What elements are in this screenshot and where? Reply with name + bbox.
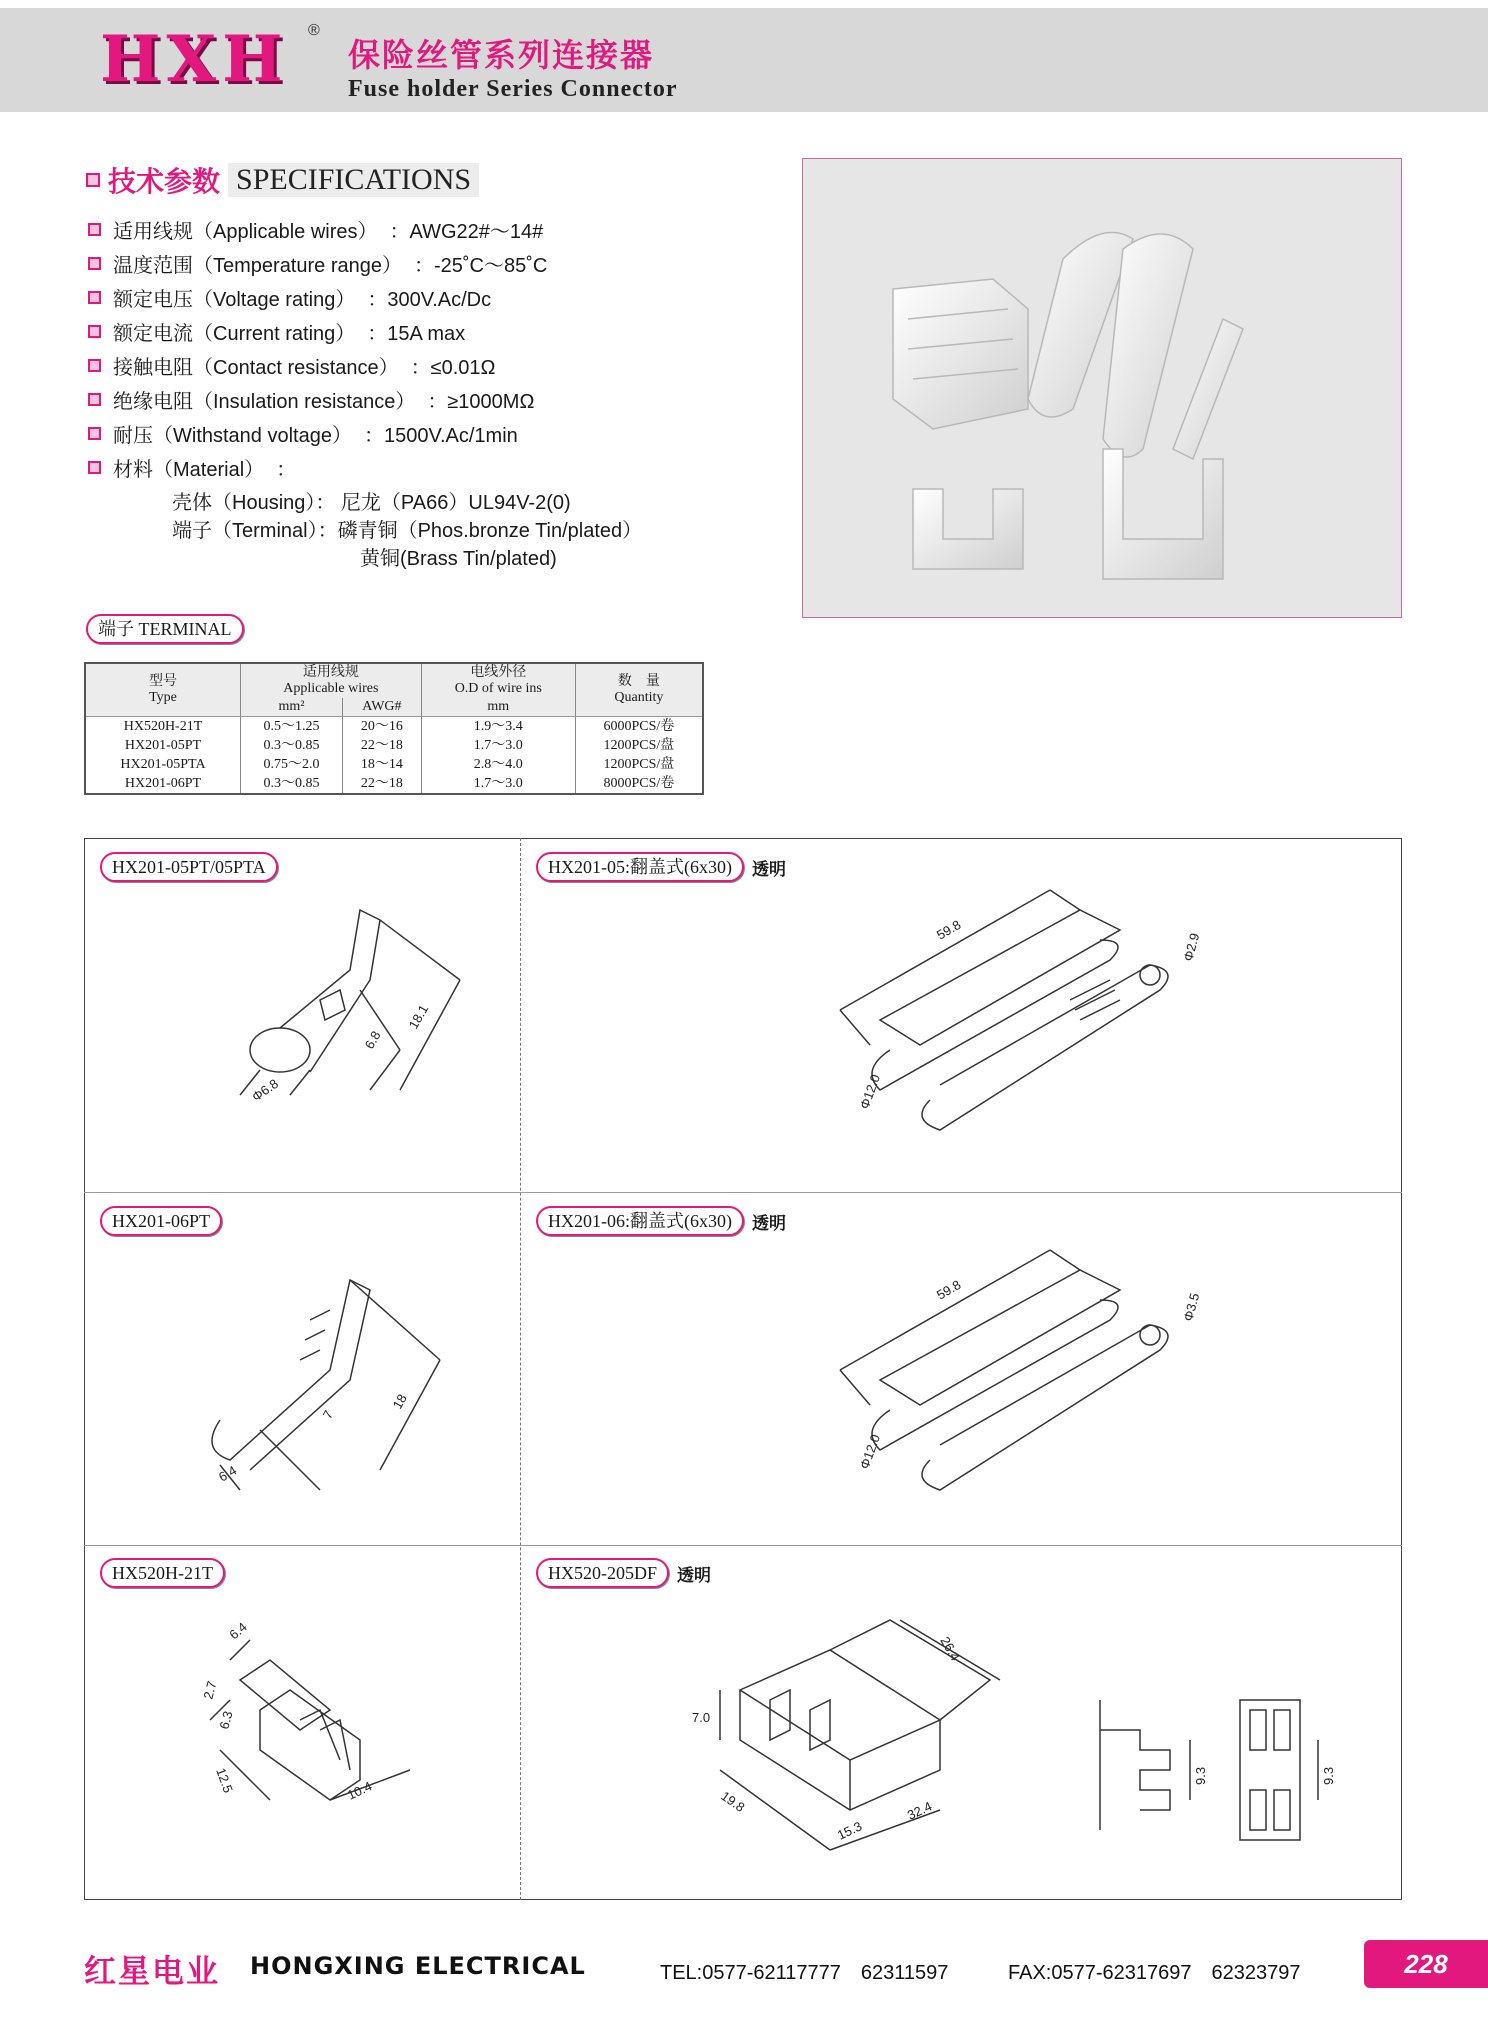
footer-tel: TEL:0577-62117777 62311597 [660, 1962, 949, 1984]
dim-label: Φ3.5 [1180, 1291, 1203, 1323]
th-mm2: mm² [241, 698, 343, 717]
spec-item [88, 450, 547, 484]
drawing-label-pill: HX520-205DF [536, 1558, 669, 1588]
dim-label: Φ12.0 [856, 1432, 884, 1472]
grid-divider-vertical [520, 838, 521, 1900]
th-type: 型号 Type [85, 663, 241, 717]
spec-label: 材料（Material） [113, 458, 265, 481]
dim-label: Φ6.8 [249, 1075, 282, 1105]
spec-value: ：-25˚C～85˚C [413, 254, 548, 277]
bullet-square-icon [88, 427, 101, 440]
transparent-note: 透明 [677, 1565, 712, 1586]
footer-company-en: HONGXING ELECTRICAL [250, 1952, 586, 1980]
grid-divider-row1 [84, 1192, 1402, 1193]
grid-divider-row2 [84, 1545, 1402, 1546]
drawing-label-hx201-05 [536, 852, 786, 882]
spec-value: ：1500V.Ac/1min [363, 424, 518, 447]
spec-value: ：300V.Ac/Dc [367, 288, 492, 311]
dim-label: 18.1 [405, 1002, 432, 1032]
dim-label: 15.3 [834, 1818, 865, 1843]
dim-label: 32.4 [904, 1798, 935, 1823]
drawing-hx520-205df [680, 1610, 1380, 1870]
dim-label: 26.4 [937, 1634, 964, 1664]
terminal-section-pill: 端子 TERMINAL [86, 614, 244, 644]
drawing-label-hx520h-21t: HX520H-21T [100, 1558, 225, 1588]
drawing-label-pill: HX201-06:翻盖式(6x30) [536, 1206, 744, 1236]
spec-list [88, 212, 547, 484]
brand-logo: HXH [100, 22, 289, 97]
dim-label: 10.4 [344, 1778, 375, 1803]
dim-label: 12.5 [213, 1765, 236, 1795]
th-wires: 适用线规 Applicable wires [241, 663, 422, 698]
spec-value: ：AWG22#～14# [389, 220, 544, 243]
bullet-square-icon [88, 291, 101, 304]
dim-label: Φ12.0 [856, 1072, 884, 1112]
spec-item [88, 416, 547, 450]
drawing-hx201-05pt [220, 890, 480, 1140]
page-number: 228 [1364, 1940, 1488, 1988]
registered-mark: ® [308, 22, 320, 39]
spec-item [88, 382, 547, 416]
footer-company-cn: 红星电业 [84, 1952, 221, 1990]
drawing-label-pill: HX201-05:翻盖式(6x30) [536, 852, 744, 882]
bullet-square-icon [86, 173, 100, 187]
bullet-square-icon [88, 325, 101, 338]
footer-fax: FAX:0577-62317697 62323797 [1008, 1962, 1301, 1984]
drawing-label-hx520-205df [536, 1558, 711, 1588]
specs-heading-en: SPECIFICATIONS [228, 163, 479, 197]
terminal-table [84, 662, 704, 795]
drawing-hx201-06pt [200, 1250, 480, 1510]
th-qty: 数 量 Quantity [575, 663, 703, 717]
dim-label: 7.0 [692, 1710, 711, 1725]
spec-label: 额定电压（Voltage rating） [113, 288, 356, 311]
spec-value: ： [276, 458, 297, 481]
spec-item [88, 246, 547, 280]
dim-label: 6.3 [216, 1709, 236, 1731]
material-terminal: 端子（Terminal）：磷青铜（Phos.bronze Tin/plated） [172, 520, 643, 542]
table-row: HX201-06PT 0.3～0.85 22～18 1.7～3.0 8000PCS/卷 [85, 774, 703, 794]
material-terminal-brass: 黄铜(Brass Tin/plated) [360, 548, 557, 570]
dim-label: 6.8 [361, 1028, 384, 1052]
drawing-hx201-05 [820, 870, 1240, 1160]
specs-heading-cn: 技术参数 [108, 165, 221, 198]
bullet-square-icon [88, 461, 101, 474]
page-title-en: Fuse holder Series Connector [348, 76, 678, 102]
bullet-square-icon [88, 359, 101, 372]
drawing-label-hx201-06 [536, 1206, 786, 1236]
product-photo-illustration [803, 159, 1403, 619]
dim-label: 18 [389, 1391, 410, 1412]
th-od: 电线外径 O.D of wire ins [421, 663, 575, 698]
dim-label: 19.8 [718, 1788, 748, 1815]
spec-label: 耐压（Withstand voltage） [113, 424, 352, 447]
dim-label: 7 [319, 1407, 337, 1422]
drawing-label-hx201-06pt: HX201-06PT [100, 1206, 222, 1236]
dim-label: 6.4 [216, 1462, 240, 1485]
spec-label: 温度范围（Temperature range） [113, 254, 402, 277]
transparent-note: 透明 [751, 859, 786, 880]
spec-label: 接触电阻（Contact resistance） [113, 356, 399, 379]
spec-item [88, 212, 547, 246]
table-row: HX520H-21T 0.5～1.25 20～16 1.9～3.4 6000PCS/卷 [85, 717, 703, 737]
transparent-note: 透明 [751, 1213, 786, 1234]
th-awg: AWG# [343, 698, 422, 717]
product-photo [802, 158, 1402, 618]
spec-item [88, 348, 547, 382]
bullet-square-icon [88, 257, 101, 270]
dim-label: 59.8 [934, 1276, 964, 1303]
spec-label: 适用线规（Applicable wires） [113, 220, 378, 243]
drawing-hx520h-21t [190, 1600, 430, 1820]
spec-value: ：≤0.01Ω [410, 356, 496, 379]
spec-value: ：≥1000MΩ [427, 390, 535, 413]
th-od-unit: mm [421, 698, 575, 717]
dim-label: 9.3 [1321, 1766, 1336, 1785]
drawing-label-hx201-05pt: HX201-05PT/05PTA [100, 852, 278, 882]
material-housing: 壳体（Housing）： 尼龙（PA66）UL94V-2(0) [172, 492, 571, 514]
bullet-square-icon [88, 223, 101, 236]
dim-label: 59.8 [934, 916, 964, 943]
spec-value: ：15A max [367, 322, 466, 345]
spec-label: 额定电流（Current rating） [113, 322, 356, 345]
page-title-cn: 保险丝管系列连接器 [348, 36, 655, 74]
dim-label: 6.4 [226, 1619, 250, 1643]
drawing-hx201-06 [820, 1220, 1240, 1520]
spec-item [88, 280, 547, 314]
spec-label: 绝缘电阻（Insulation resistance） [113, 390, 416, 413]
bullet-square-icon [88, 393, 101, 406]
specs-heading [86, 160, 479, 200]
table-row: HX201-05PTA 0.75～2.0 18～14 2.8～4.0 1200PCS/盘 [85, 755, 703, 774]
spec-item [88, 314, 547, 348]
dim-label: Φ2.9 [1180, 931, 1203, 963]
dim-label: 2.7 [200, 1679, 220, 1701]
dim-label: 9.3 [1193, 1766, 1208, 1785]
table-row: HX201-05PT 0.3～0.85 22～18 1.7～3.0 1200PCS/盘 [85, 736, 703, 755]
